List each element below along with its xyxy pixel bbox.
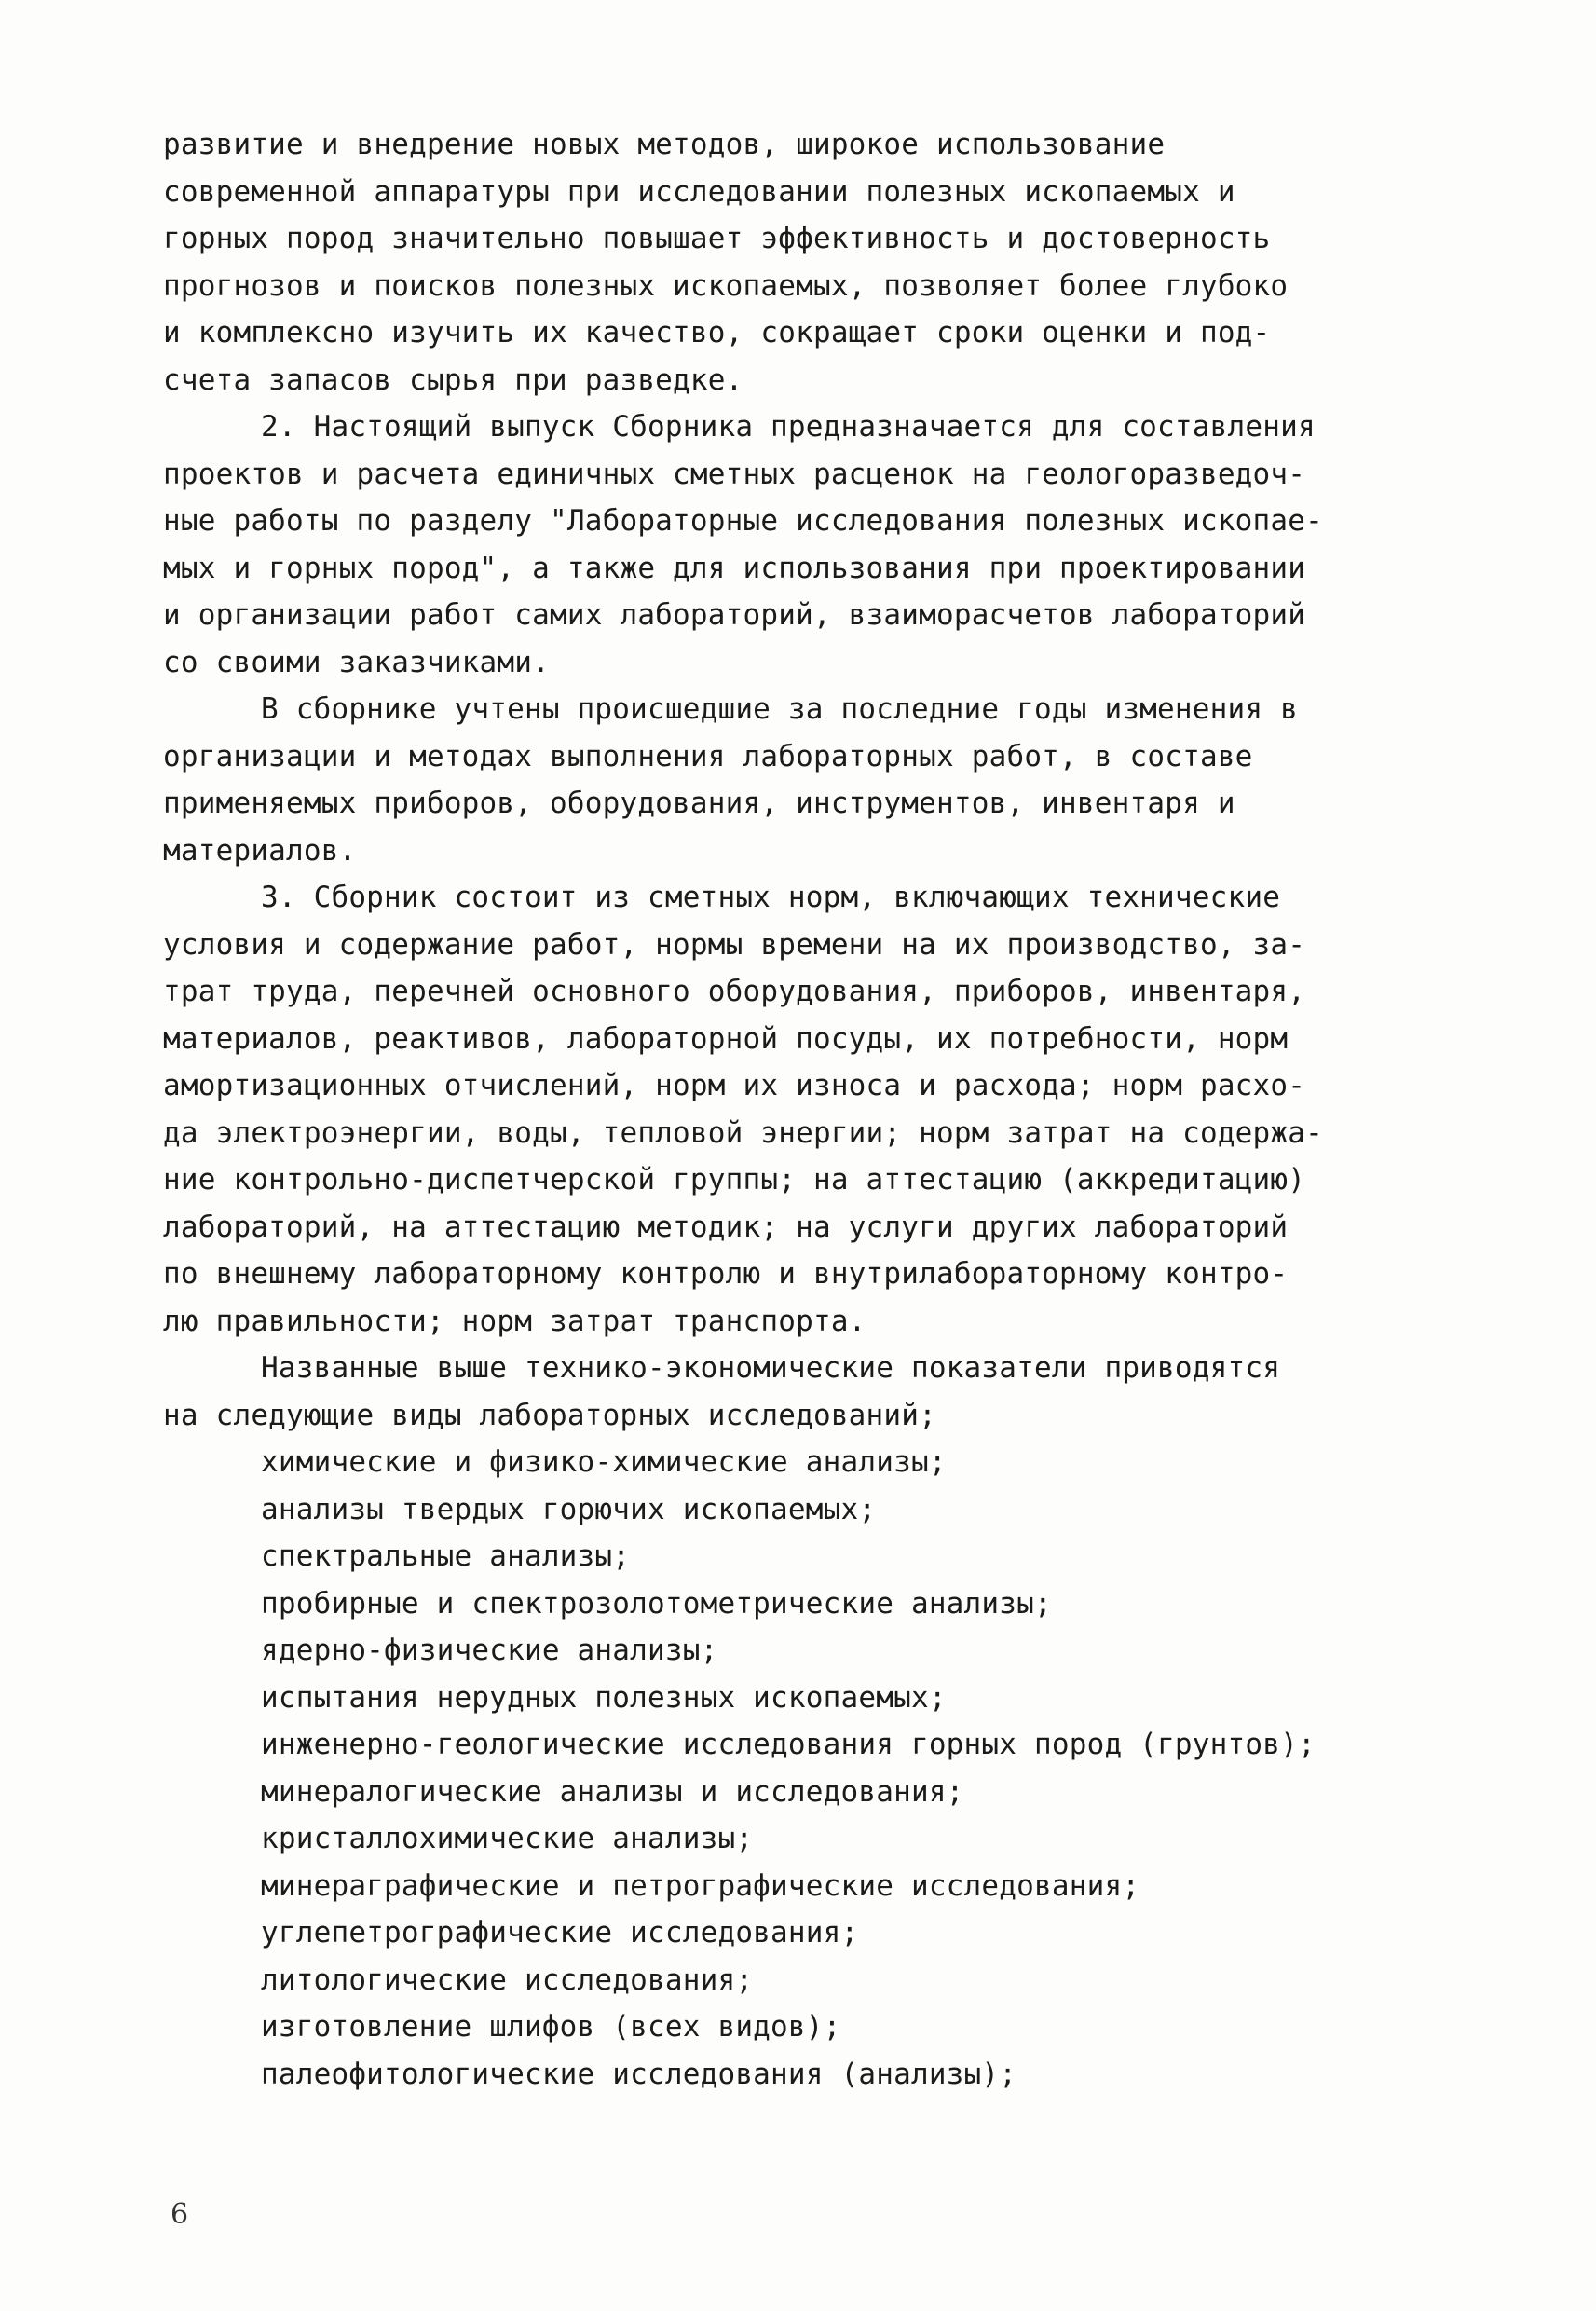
list-item: изготовление шлифов (всех видов);	[261, 2010, 841, 2044]
list-item: спектральные анализы;	[261, 1539, 631, 1573]
text-line: лабораторий, на аттестацию методик; на услуги других лабораторий	[163, 1210, 1289, 1244]
text-line: со своими заказчиками.	[163, 645, 550, 679]
text-line: ные работы по разделу "Лабораторные исследования полезных ископае-	[163, 504, 1323, 538]
paragraph-2-start: 2. Настоящий выпуск Сборника предназначается для составления	[261, 410, 1316, 444]
text-line: организации и методах выполнения лабораторных работ, в составе	[163, 739, 1253, 773]
paragraph-start: В сборнике учтены происшедшие за последние годы изменения в	[261, 692, 1298, 726]
text-line: применяемых приборов, оборудования, инструментов, инвентаря и	[163, 786, 1235, 820]
paragraph-start: Названные выше технико-экономические показатели приводятся	[261, 1351, 1281, 1385]
text-line: на следующие виды лабораторных исследований;	[163, 1398, 936, 1432]
list-item: минераграфические и петрографические исследования;	[261, 1868, 1140, 1903]
text-line: современной аппаратуры при исследовании полезных ископаемых и	[163, 174, 1235, 209]
text-line: горных пород значительно повышает эффективность и достоверность	[163, 222, 1271, 255]
text-line: ние контрольно-диспетчерской группы; на аттестацию (аккредитацию)	[163, 1163, 1306, 1197]
text-line: счета запасов сырья при разведке.	[163, 362, 743, 397]
list-item: палеофитологические исследования (анализы);	[261, 2057, 1017, 2091]
list-item: инженерно-геологические исследования горных пород (грунтов);	[261, 1728, 1316, 1761]
paragraph-3-start: 3. Сборник состоит из сметных норм, включающих технические	[261, 881, 1281, 914]
list-item: химические и физико-химические анализы;	[261, 1445, 947, 1479]
text-line: по внешнему лабораторному контролю и внутрилабораторному контро-	[163, 1257, 1289, 1291]
text-line: материалов, реактивов, лабораторной посуды, их потребности, норм	[163, 1021, 1289, 1056]
text-line: прогнозов и поисков полезных ископаемых, позволяет более глубоко	[163, 268, 1289, 303]
text-line: и комплексно изучить их качество, сокращает сроки оценки и под-	[163, 316, 1271, 349]
list-item: углепетрографические исследования;	[261, 1916, 859, 1949]
page-number: 6	[171, 2198, 189, 2231]
list-item: кристаллохимические анализы;	[261, 1822, 754, 1855]
text-line: трат труда, перечней основного оборудования, приборов, инвентаря,	[163, 975, 1306, 1008]
list-item: минералогические анализы и исследования;	[261, 1774, 964, 1809]
text-line: материалов.	[163, 833, 357, 868]
text-line: условия и содержание работ, нормы времени на их производство, за-	[163, 927, 1306, 962]
list-item: ядерно-физические анализы;	[261, 1634, 718, 1667]
list-item: пробирные и спектрозолотометрические анализы;	[261, 1586, 1052, 1620]
text-line: лю правильности; норм затрат транспорта.	[163, 1304, 866, 1338]
list-item: литологические исследования;	[261, 1962, 754, 1997]
text-line: мых и горных пород", а также для использования при проектировании	[163, 551, 1306, 585]
text-line: и организации работ самих лабораторий, взаиморасчетов лабораторий	[163, 598, 1306, 632]
body-text	[163, 121, 1449, 2098]
text-line: амортизационных отчислений, норм их износа и расхода; норм расхо-	[163, 1069, 1306, 1102]
list-item: испытания нерудных полезных ископаемых;	[261, 1680, 947, 1715]
text-line: развитие и внедрение новых методов, широкое использование	[163, 128, 1166, 161]
list-item: анализы твердых горючих ископаемых;	[261, 1492, 877, 1526]
text-line: проектов и расчета единичных сметных расценок на геологоразведоч-	[163, 457, 1306, 491]
text-line: да электроэнергии, воды, тепловой энергии; норм затрат на содержа-	[163, 1115, 1323, 1150]
research-types-list	[163, 1439, 1449, 2098]
